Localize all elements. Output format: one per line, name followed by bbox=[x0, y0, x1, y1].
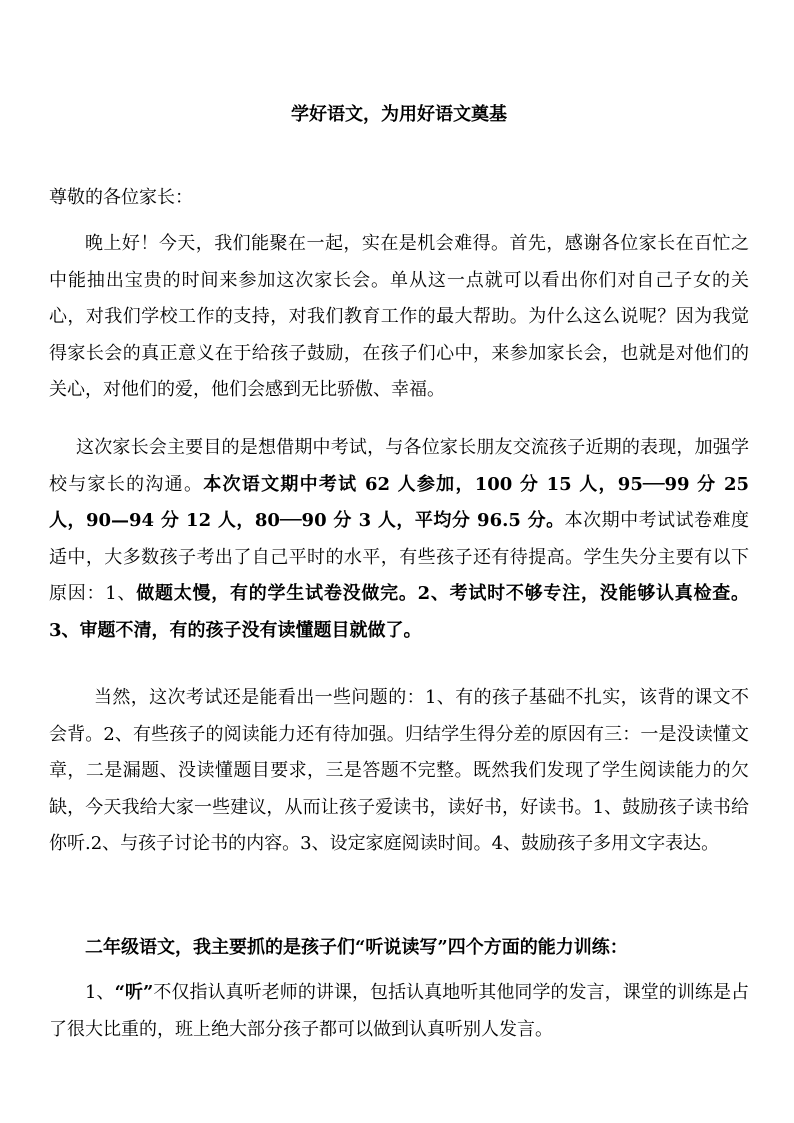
paragraph-exam-results bbox=[49, 430, 749, 649]
document-title: 学好语文，为用好语文奠基 bbox=[291, 104, 507, 125]
salutation: 尊敬的各位家长： bbox=[49, 187, 193, 208]
exam-analysis-text: 本次期中考试试卷难度适中，大多数孩子考出了自己平时的水平，有些孩子还有待提高。学生失分主要有以下原因：1、 bbox=[49, 510, 749, 604]
item-number: 1、 bbox=[85, 982, 115, 1003]
paragraph-reading-advice: 当然，这次考试还是能看出一些问题的：1、有的孩子基础不扎实，该背的课文不会背。2、有些孩子的阅读能力还有待加强。归结学生得分差的原因有三：一是没读懂文章，二是漏题、没读懂题目要求，三是答题不完整。既然我们发现了学生阅读能力的欠缺，今天我给大家一些建议，从而让孩子爱读书，读好书，好读书。1、鼓励孩子读书给你听.2、与孩子讨论书的内容。3、设定家庭阅读时间。4、鼓励孩子多用文字表达。 bbox=[49, 687, 749, 854]
listening-text: 不仅指认真听老师的讲课，包括认真地听其他同学的发言，课堂的训练是占了很大比重的，班上绝大部分孩子都可以做到认真听别人发言。 bbox=[49, 982, 750, 1040]
listening-keyword: “听” bbox=[114, 982, 154, 1003]
paragraph-listening bbox=[49, 975, 749, 1048]
exam-error-reasons: 做题太慢，有的学生试卷没做完。2、考试时不够专注，没能够认真检查。3、审题不清，有的孩子没有读懂题目就做了。 bbox=[49, 583, 750, 641]
paragraph-skills-heading: 二年级语文，我主要抓的是孩子们“听说读写”四个方面的能力训练： bbox=[85, 937, 628, 958]
exam-intro-text: 这次家长会主要目的是想借期中考试，与各位家长朋友交流孩子近期的表现，加强学校与家长的沟通。 bbox=[49, 437, 749, 495]
paragraph-greeting: 晚上好！今天，我们能聚在一起，实在是机会难得。首先，感谢各位家长在百忙之中能抽出宝贵的时间来参加这次家长会。单从这一点就可以看出你们对自己子女的关心，对我们学校工作的支持，对我们教育工作的最大帮助。为什么这么说呢？因为我觉得家长会的真正意义在于给孩子鼓励，在孩子们心中，来参加家长会，也就是对他们的关心，对他们的爱，他们会感到无比骄傲、幸福。 bbox=[49, 233, 749, 400]
exam-score-summary: 本次语文期中考试 62 人参加，100 分 15 人，95──99 分 25 人，90—94 分 12 人，80──90 分 3 人，平均分 96.5 分。 bbox=[49, 473, 750, 531]
